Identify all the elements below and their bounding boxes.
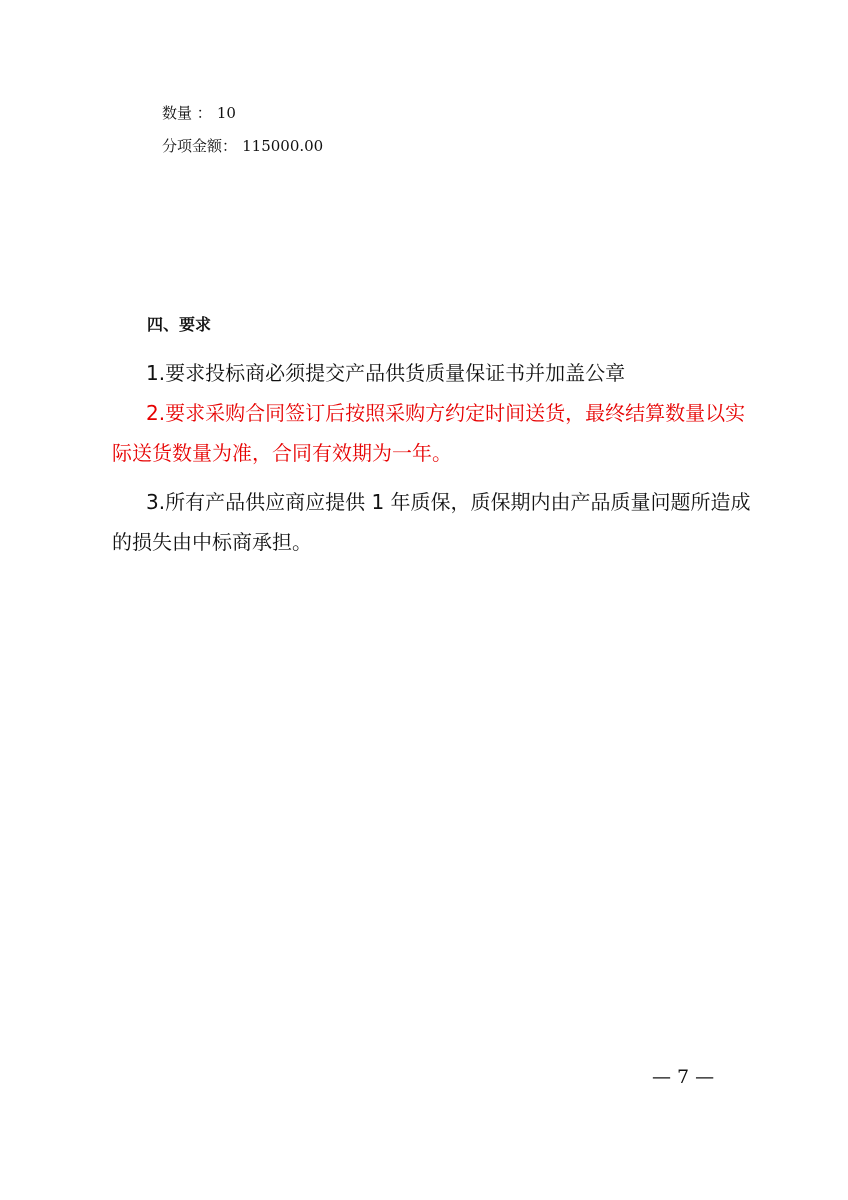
quantity-label: 数量 ： [162, 104, 212, 122]
subtotal-row [162, 135, 323, 156]
subtotal-label: 分项金额： [162, 137, 238, 155]
page-number: — 7 — [652, 1066, 715, 1088]
subtotal-value: 115000.00 [242, 137, 324, 155]
section-heading: 四、要求 [147, 315, 212, 334]
requirement-item-2-line-1: 2.要求采购合同签订后按照采购方约定时间送货，最终结算数量以实 [146, 401, 746, 425]
quantity-row [162, 102, 236, 123]
quantity-value: 10 [216, 104, 236, 122]
requirement-item-1: 1.要求投标商必须提交产品供货质量保证书并加盖公章 [146, 361, 626, 385]
requirement-item-3-line-2: 的损失由中标商承担。 [112, 530, 312, 554]
requirement-item-2-line-2: 际送货数量为准，合同有效期为一年。 [112, 441, 452, 465]
requirement-item-3-line-1: 3.所有产品供应商应提供 1 年质保，质保期内由产品质量问题所造成 [146, 490, 751, 514]
